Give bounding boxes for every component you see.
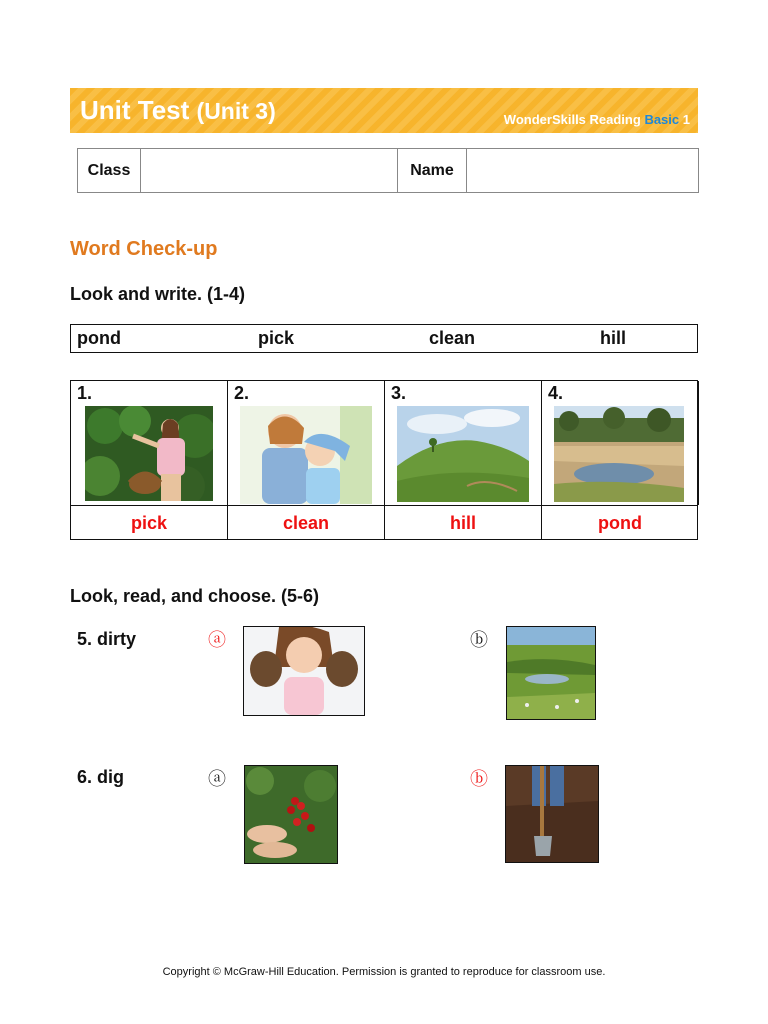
picture-cell	[71, 381, 228, 505]
question-5-label: 5. dirty	[77, 629, 137, 649]
photo-svg	[554, 406, 684, 502]
item-number: 1.	[77, 383, 93, 403]
answer-cell[interactable]: clean	[228, 506, 385, 540]
footer-copyright: Copyright © McGraw-Hill Education. Permission is granted to reproduce for classroom use.	[162, 966, 606, 978]
picture-cell	[542, 381, 699, 505]
photo-svg	[244, 627, 364, 715]
class-label: Class	[78, 149, 141, 192]
word-bank-item: hill	[600, 328, 626, 348]
word-bank-item: clean	[429, 328, 476, 348]
brand-level: Basic	[644, 112, 680, 127]
answer-cell[interactable]: hill	[385, 506, 542, 540]
muddy-hands-photo[interactable]	[243, 626, 365, 716]
picture-cell	[228, 381, 385, 505]
photo-svg	[397, 406, 529, 502]
photo-svg	[240, 406, 372, 504]
pond-in-field-photo	[554, 406, 684, 502]
picture-table	[70, 380, 698, 540]
brand-num: 1	[682, 112, 690, 127]
instruction-2: Look, read, and choose. (5-6)	[70, 586, 320, 606]
class-name-table	[77, 148, 699, 193]
title-main: Unit Test	[80, 95, 190, 125]
class-field[interactable]	[141, 149, 398, 192]
picture-cell	[385, 381, 542, 505]
page-title	[80, 95, 276, 126]
option-b-marker[interactable]: ⓑ	[470, 630, 488, 651]
brand-label	[504, 112, 690, 127]
answer-cell[interactable]: pond	[598, 512, 642, 533]
item-number: 2.	[234, 383, 250, 403]
section-title: Word Check-up	[70, 238, 218, 260]
option-a-marker[interactable]: ⓐ	[208, 769, 226, 790]
picking-red-berries-photo[interactable]	[244, 765, 338, 864]
item-number: 3.	[391, 383, 407, 403]
digging-with-shovel-photo[interactable]	[505, 765, 599, 863]
photo-svg	[245, 766, 337, 863]
item-number: 4.	[548, 383, 564, 403]
girls-drying-with-towel-photo	[240, 406, 372, 504]
photo-svg	[507, 627, 595, 719]
word-bank-item: pond	[77, 328, 121, 348]
photo-svg	[506, 766, 598, 862]
name-label: Name	[398, 149, 467, 192]
photo-svg	[85, 406, 213, 501]
name-field[interactable]	[467, 149, 698, 192]
option-b-marker[interactable]: ⓑ	[470, 769, 488, 790]
title-sub: (Unit 3)	[196, 98, 276, 124]
question-6-label: 6. dig	[77, 767, 125, 787]
grassy-marsh-photo[interactable]	[506, 626, 596, 720]
brand-prefix: WonderSkills Reading	[503, 112, 641, 127]
option-a-marker[interactable]: ⓐ	[208, 630, 226, 651]
header-band	[70, 88, 698, 133]
answer-row	[71, 505, 697, 540]
green-hill-photo	[397, 406, 529, 502]
answer-cell[interactable]: pick	[71, 506, 228, 540]
instruction-1: Look and write. (1-4)	[70, 284, 246, 304]
girl-picking-berries-photo	[85, 406, 213, 501]
word-bank	[70, 324, 698, 353]
word-bank-item: pick	[258, 328, 295, 348]
